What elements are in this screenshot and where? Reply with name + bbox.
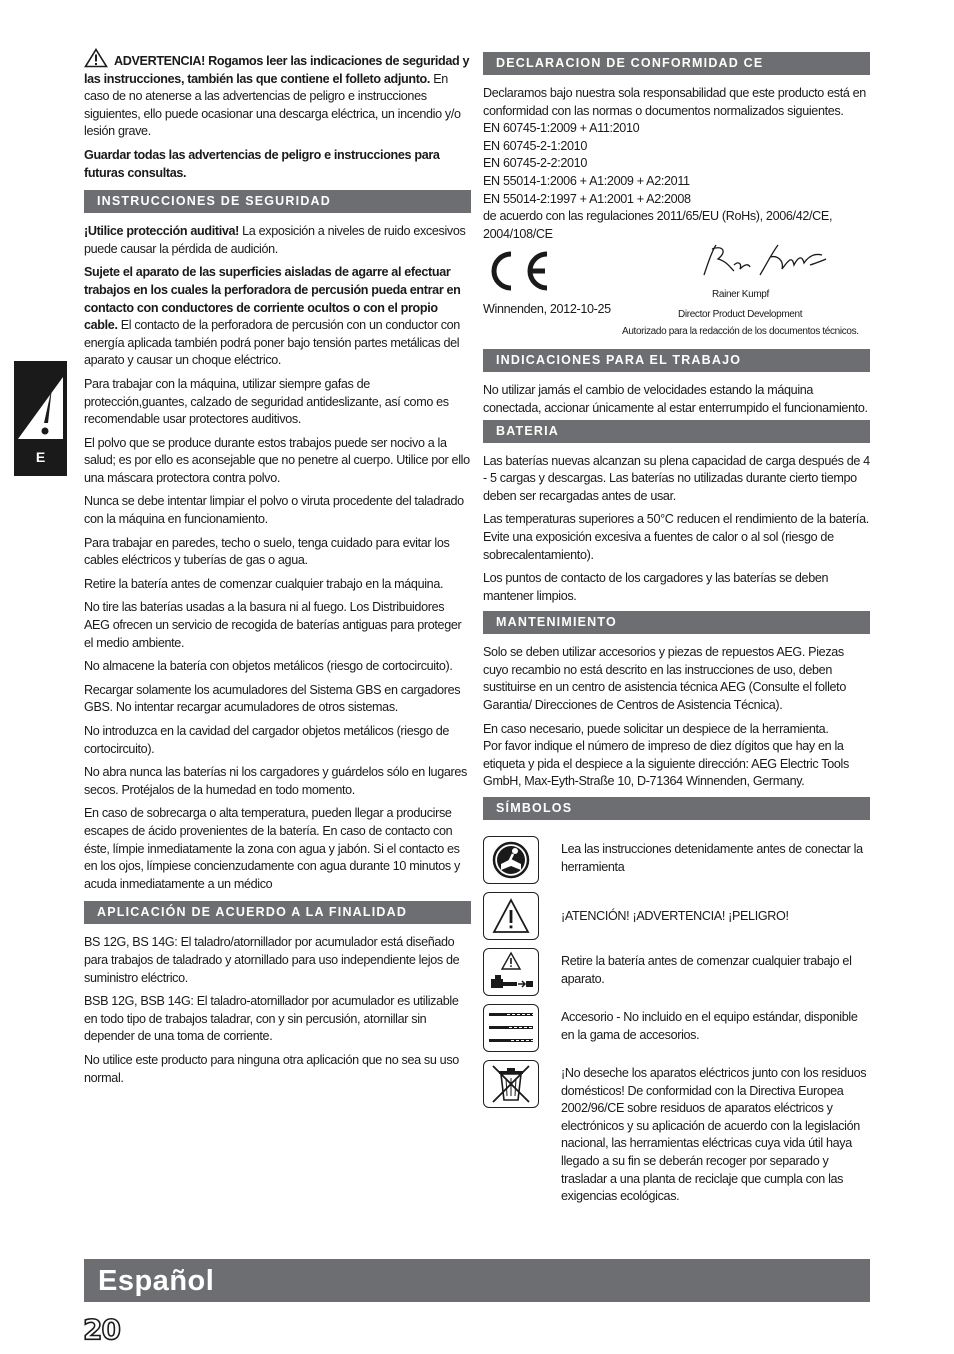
signature-block	[483, 247, 870, 338]
accessory-icon	[483, 1004, 539, 1052]
warning-triangle-icon	[483, 892, 539, 940]
maintenance-line: Por favor indique el número de impreso de diez dígitos que hay en la etiqueta y pida el despiece a la siguiente dirección: AEG Electric Tools GmbH, Max-Eyth-Straße 10, D-71364 Winnenden, Germany.	[483, 739, 849, 789]
symbol-text: ¡ATENCIÓN! ¡ADVERTENCIA! ¡PELIGRO!	[561, 909, 789, 924]
section-header-safety: INSTRUCCIONES DE SEGURIDAD	[84, 190, 471, 213]
side-tab-letter: E	[35, 449, 46, 465]
hold-paragraph	[84, 264, 471, 370]
warning-text: En caso de no atenerse a las advertencias de peligro e instrucciones siguientes, ello puede ocasionar una descarga eléctrica, un incendio y/o lesión grave.	[84, 71, 461, 139]
signer-role: Autorizado para la redacción de los documentos técnicos.	[622, 326, 859, 338]
hold-text: El contacto de la perforadora de percusión con un conductor con energía aplicada también podrá poner bajo tensión partes metálicas del aparato y causar un choque eléctrico.	[84, 318, 460, 368]
safety-paragraph: No tire las baterías usadas a la basura ni al fuego. Los Distribuidores AEG ofrecen un servicio de recogida de baterías antiguas para proteger el medio ambiente.	[84, 600, 462, 650]
safety-paragraph: Retire la batería antes de comenzar cualquier trabajo en la máquina.	[84, 576, 444, 591]
safety-paragraph: Para trabajar con la máquina, utilizar siempre gafas de protección,guantes, calzado de seguridad antideslizante, así como es recomendable usar protectores auditivos.	[84, 376, 449, 427]
warning-triangle-icon	[84, 48, 108, 68]
right-column	[483, 52, 870, 1214]
maintenance-paragraph: Solo se deben utilizar accesorios y piezas de repuestos AEG. Piezas cuyo recambio no está descrito en las instrucciones de uso, deben sustituirse en un centro de asistencia técnica AEG (Consulte el folleto Garantia/ Direcciones de Centros de Asistencia Técnica).	[483, 645, 846, 713]
battery-paragraph: Los puntos de contacto de los cargadores y las baterías se deben mantener limpios.	[483, 571, 829, 603]
safety-paragraph: No introduzca en la cavidad del cargador objetos metálicos (riesgo de cortocircuito).	[84, 724, 450, 756]
handwritten-signature	[698, 241, 828, 281]
warning-intro	[84, 48, 471, 141]
hearing-paragraph	[84, 223, 471, 258]
hearing-bold: ¡Utilice protección auditiva!	[84, 224, 239, 239]
hearing-text: La exposición a niveles de ruido excesivos puede causar la pérdida de audición.	[84, 224, 466, 256]
maintenance-line: En caso necesario, puede solicitar un despiece de la herramienta.	[483, 721, 829, 736]
declaration-text	[483, 85, 870, 243]
declaration-line: EN 55014-2:1997 + A1:2001 + A2:2008	[483, 191, 691, 206]
declaration-line: EN 60745-2-1:2010	[483, 138, 587, 153]
use-paragraph: BSB 12G, BSB 14G: El taladro-atornillador por acumulador es utilizable en todo tipo de trabajos taladrar, con y sin percusión, atornillar sin depender de una toma de corriente.	[84, 994, 459, 1044]
symbol-row	[483, 836, 870, 884]
symbol-row	[483, 948, 870, 996]
use-paragraph: BS 12G, BS 14G: El taladro/atornillador por acumulador está diseñado para trabajos de taladrado y atornillado para uso independiente lejos de suministro eléctrico.	[84, 935, 460, 985]
safety-paragraph: No almacene la batería con objetos metálicos (riesgo de cortocircuito).	[84, 659, 453, 674]
keep-note: Guardar todas las advertencias de peligro e instrucciones para futuras consultas.	[84, 147, 440, 180]
section-header-use: APLICACIÓN DE ACUERDO A LA FINALIDAD	[84, 901, 471, 924]
safety-paragraph: Para trabajar en paredes, techo o suelo, tenga cuidado para evitar los cables eléctricos y tuberías de gas o agua.	[84, 535, 450, 568]
page-number: 20	[83, 1313, 120, 1346]
section-header-work: INDICACIONES PARA EL TRABAJO	[483, 349, 870, 372]
section-header-maintenance: MANTENIMIENTO	[483, 611, 870, 634]
language-bar	[84, 1259, 870, 1302]
declaration-line: EN 60745-1:2009 + A11:2010	[483, 121, 640, 136]
section-header-battery: BATERIA	[483, 420, 870, 443]
safety-paragraph: No abra nunca las baterías ni los cargadores y guárdelos sólo en lugares secos. Protéjalos de la humedad en todo momento.	[84, 765, 467, 797]
left-column	[84, 48, 471, 1093]
symbol-text: Accesorio - No incluido en el equipo estándar, disponible en la gama de accesorios.	[561, 1010, 858, 1042]
signer-title: Director Product Development	[678, 309, 803, 321]
symbol-row	[483, 1060, 870, 1206]
warning-bold-text: ADVERTENCIA! Rogamos leer las indicaciones de seguridad y las instrucciones, también las que contiene el folleto adjunto.	[84, 54, 470, 86]
safety-paragraph: El polvo que se produce durante estos trabajos puede ser nocivo a la salud; es por ello es aconsejable que no penetre al cuerpo. Utilice por ello una máscara protectora contra polvo.	[84, 435, 470, 485]
place-date: Winnenden, 2012-10-25	[483, 302, 611, 317]
hold-bold: Sujete el aparato de las superficies aisladas de agarre al efectuar trabajos en los cuales la perforadora de percusión pueda entrar en contacto con conductores de corriente ocultos o con el propio cable.	[84, 265, 461, 333]
section-header-symbols: SÍMBOLOS	[483, 797, 870, 820]
language-side-tab	[14, 361, 67, 476]
section-header-declaration: DECLARACION DE CONFORMIDAD CE	[483, 52, 870, 75]
declaration-line: de acuerdo con las regulaciones 2011/65/EU (RoHs), 2006/42/CE, 2004/108/CE	[483, 209, 833, 241]
symbol-row	[483, 1004, 870, 1052]
symbol-row	[483, 892, 870, 940]
battery-paragraph: Las baterías nuevas alcanzan su plena capacidad de carga después de 4 - 5 cargas y descargas. Las baterías no utilizadas durante cierto tiempo deben ser recargadas antes de usar.	[483, 453, 870, 503]
remove-battery-icon	[483, 948, 539, 996]
warning-exclamation-icon	[14, 365, 67, 445]
declaration-line: EN 55014-1:2006 + A1:2009 + A2:2011	[483, 173, 690, 188]
symbol-text: Retire la batería antes de comenzar cualquier trabajo el aparato.	[561, 954, 852, 986]
read-manual-icon	[483, 836, 539, 884]
declaration-line: Declaramos bajo nuestra sola responsabilidad que este producto está en conformidad con las normas o documentos normalizados siguientes.	[483, 86, 866, 118]
work-paragraph: No utilizar jamás el cambio de velocidades estando la máquina conectada, accionar únicamente al estar enterrumpido el funcionamiento.	[483, 383, 868, 415]
symbol-text: ¡No deseche los aparatos eléctricos junto con los residuos domésticos! De conformidad con la Directiva Europea 2002/96/CE sobre residuos de aparatos eléctricos y electrónicos y su aplicación de acuerdo con la legislación nacional, las herramientas eléctricas cuya vida útil haya llegado a su fin se deberán recoger por separado y trasladar a una planta de reciclaje que cumpla con las exigencias ecológicas.	[561, 1066, 867, 1204]
language-title: Español	[98, 1265, 215, 1297]
safety-paragraph: Recargar solamente los acumuladores del Sistema GBS en cargadores GBS. No intentar recargar acumuladores de otros sistemas.	[84, 682, 461, 715]
signer-name: Rainer Kumpf	[712, 289, 769, 301]
use-paragraph: No utilice este producto para ninguna otra aplicación que no sea su uso normal.	[84, 1052, 459, 1085]
maintenance-paragraph	[483, 721, 870, 791]
battery-paragraph: Las temperaturas superiores a 50°C reducen el rendimiento de la batería. Evite una exposición excesiva a fuentes de calor o al sol (riesgo de sobrecalentamiento).	[483, 512, 869, 562]
declaration-line: EN 60745-2-2:2010	[483, 156, 587, 171]
symbol-text: Lea las instrucciones detenidamente antes de conectar la herramienta	[561, 842, 863, 874]
safety-paragraph: En caso de sobrecarga o alta temperatura, pueden llegar a producirse escapes de ácido provenientes de la batería. En caso de contacto con éste, límpie inmediatamente la zona con agua y jabón. Si el contacto es en los ojos, límpiese concienzudamente con agua durante 10 minutos y acuda inmediatamente a un médico	[84, 806, 460, 891]
ce-mark-icon	[485, 249, 551, 293]
crossed-bin-icon	[483, 1060, 539, 1108]
safety-paragraph: Nunca se debe intentar limpiar el polvo o viruta procedente del taladrado con la máquina en funcionamiento.	[84, 494, 464, 527]
